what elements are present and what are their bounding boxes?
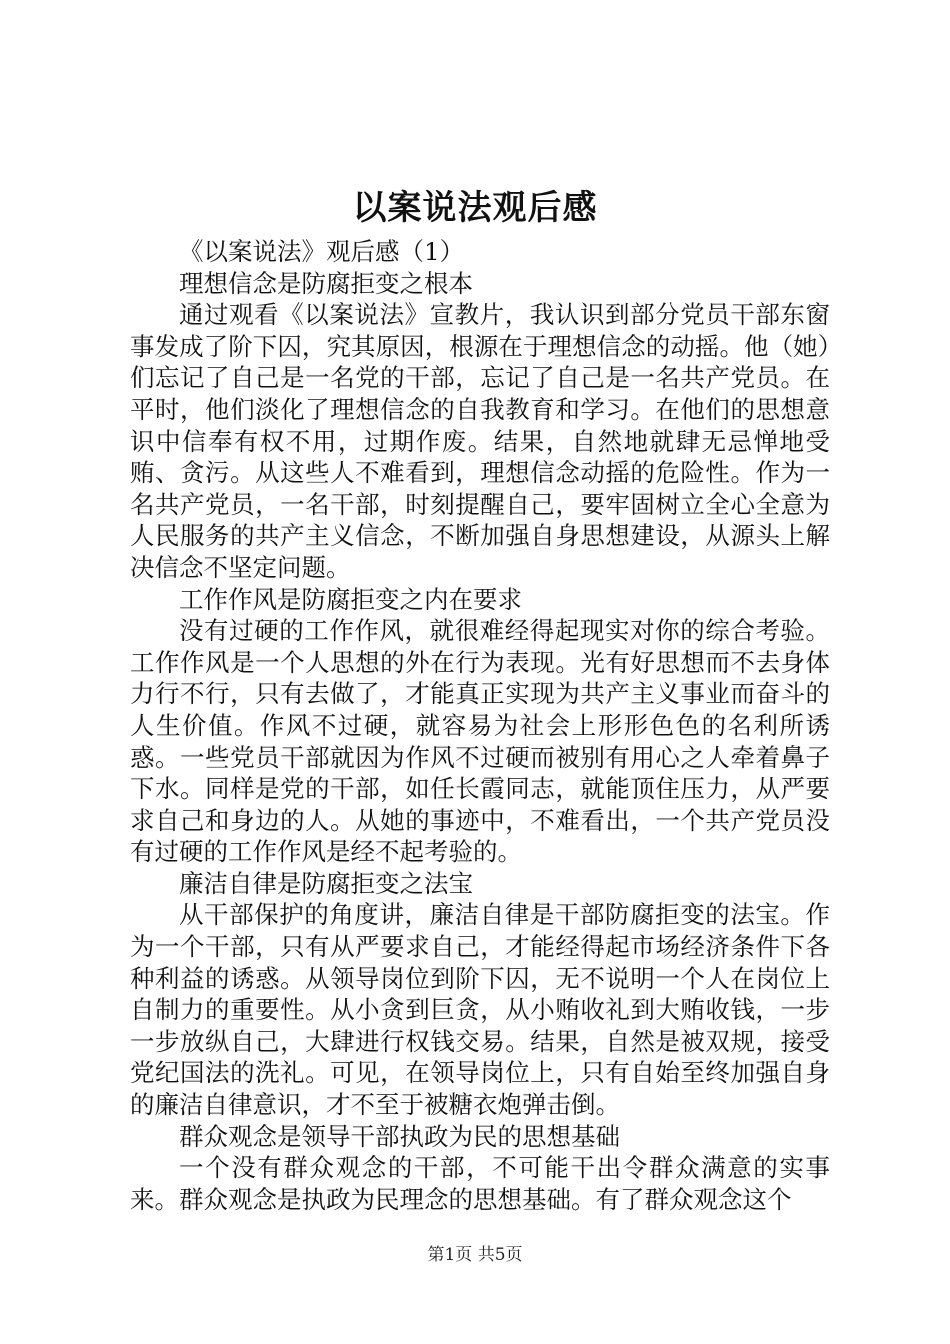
section-subtitle: 《以案说法》观后感（1） [179,237,465,266]
section-heading: 工作作风是防腐拒变之内在要求 [179,584,522,614]
body-paragraph: 通过观看《以案说法》宣教片，我认识到部分党员干部东窗事发成了阶下囚，究其原因，根源在于理想信念的动摇。他（她）们忘记了自己是一名党的干部，忘记了自己是一名共产党员。在平时，他们淡化了理想信念的自我教育和学习。在他们的思想意识中信奉有权不用，过期作废。结果，自然地就肆无忌惮地受贿、贪污。从这些人不难看到，理想信念动摇的危险性。作为一名共产党员，一名干部，时刻提醒自己，要牢固树立全心全意为人民服务的共产主义信念，不断加强自身思想建设，从源头上解决信念不坚定问题。 [130,300,830,582]
body-paragraph: 一个没有群众观念的干部，不可能干出令群众满意的实事来。群众观念是执政为民理念的思想基础。有了群众观念这个 [130,1153,830,1214]
section-heading: 廉洁自律是防腐拒变之法宝 [179,868,473,898]
page-footer: 第1页 共5页 [427,1245,523,1265]
body-paragraph: 没有过硬的工作作风，就很难经得起现实对你的综合考验。工作作风是一个人思想的外在行为表现。光有好思想而不去身体力行不行，只有去做了，才能真正实现为共产主义事业而奋斗的人生价值。作风不过硬，就容易为社会上形形色色的名利所诱惑。一些党员干部就因为作风不过硬而被别有用心之人牵着鼻子下水。同样是党的干部，如任长霞同志，就能顶住压力，从严要求自己和身边的人。从她的事迹中，不难看出，一个共产党员没有过硬的工作作风是经不起考验的。 [130,616,830,867]
document-body [130,236,830,1215]
body-paragraph: 从干部保护的角度讲，廉洁自律是干部防腐拒变的法宝。作为一个干部，只有从严要求自己，才能经得起市场经济条件下各种利益的诱惑。从领导岗位到阶下囚，无不说明一个人在岗位上自制力的重要性。从小贪到巨贪，从小贿收礼到大贿收钱，一步一步放纵自己，大肆进行权钱交易。结果，自然是被双规，接受党纪国法的洗礼。可见，在领导岗位上，只有自始至终加强自身的廉洁自律意识，才不至于被糖衣炮弹击倒。 [130,900,830,1120]
section-heading: 群众观念是领导干部执政为民的思想基础 [179,1121,620,1151]
document-title: 以案说法观后感 [352,188,598,228]
section-heading: 理想信念是防腐拒变之根本 [179,268,473,298]
